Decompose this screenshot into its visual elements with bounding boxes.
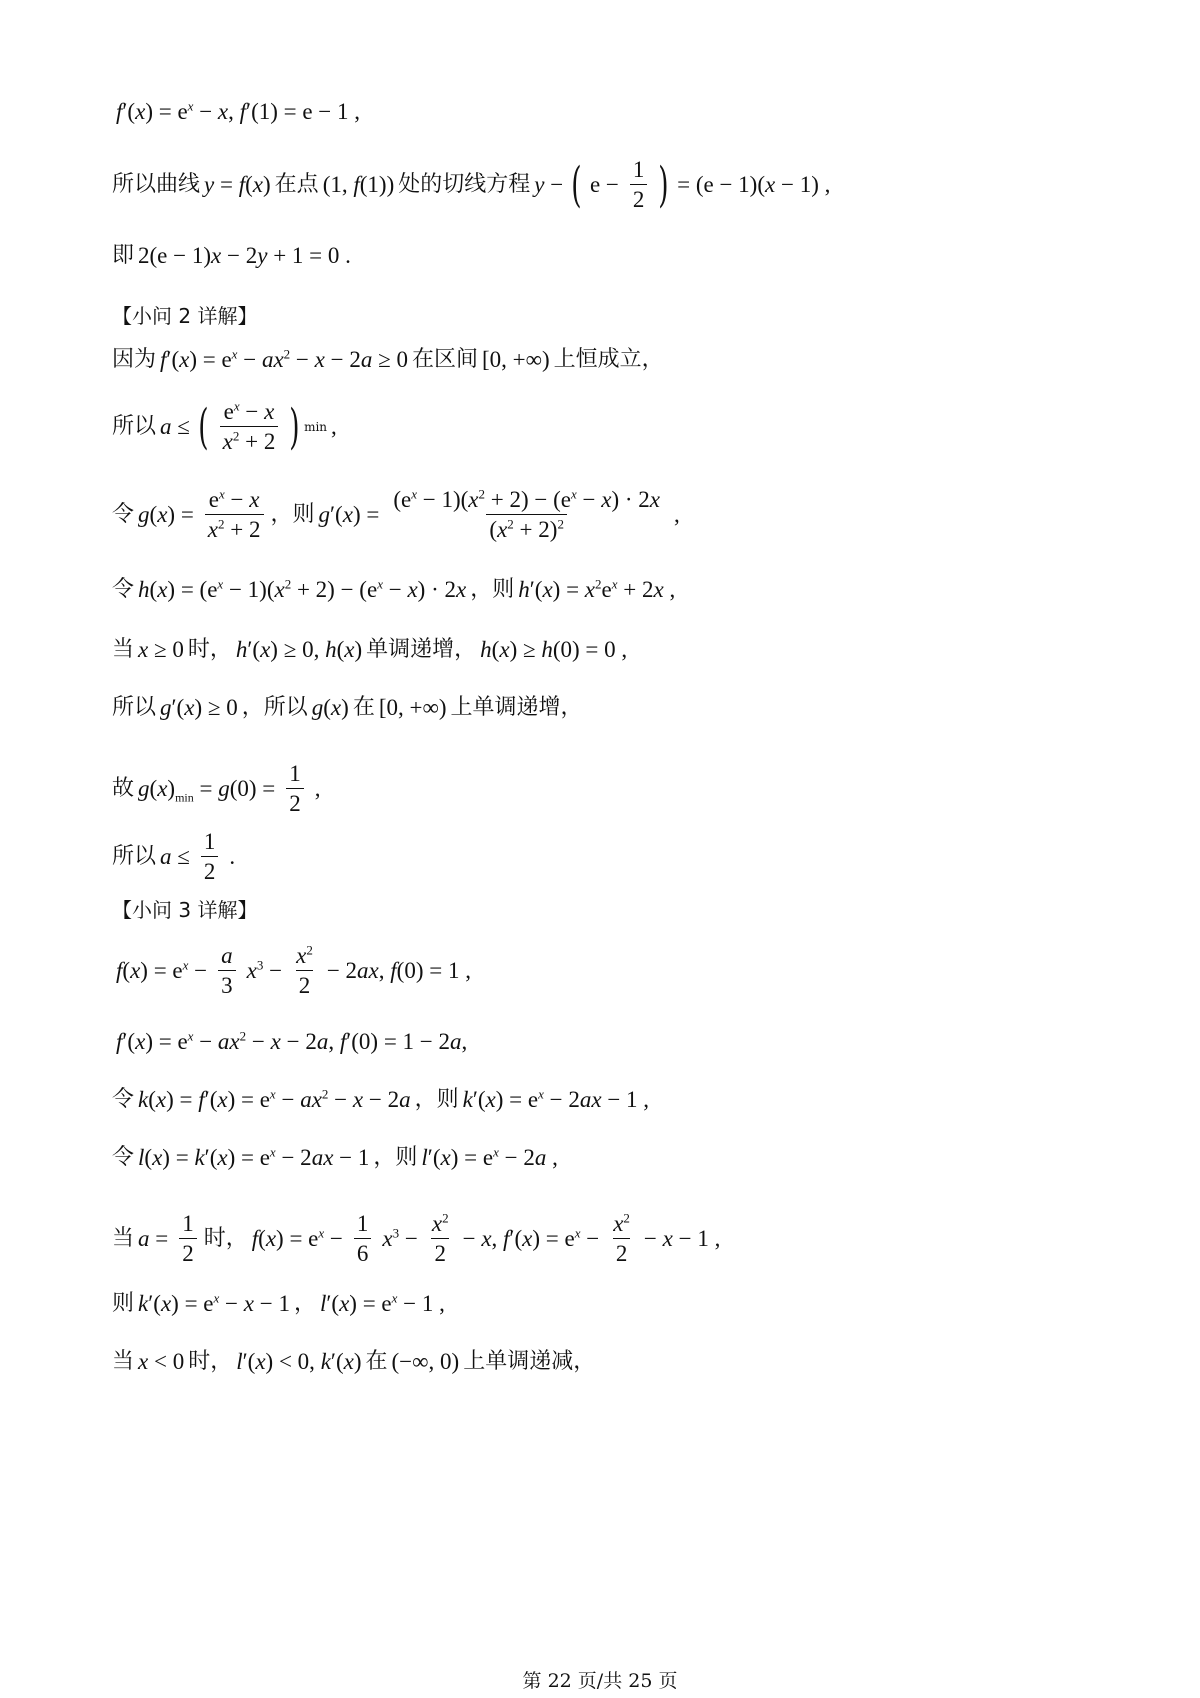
line-12: $f(x) = e^x$ − $\frac{a}{3}$ $x^3$ − $\frac{x^2}{2}$ − 2ax, f(0) = 1 , xyxy=(116,942,471,998)
line-7: 令 $h(x) = (e^x - 1)(x^2 + 2) - (e^x - x) \cdot 2x$ ，则 $h'(x) = x^2e^x + 2x$ , xyxy=(112,576,676,602)
section-header-2: 【小问 2 详解】 xyxy=(112,304,258,328)
line-16: 当 a = $\frac{1}{2}$ 时， $f(x) = e^x$ − $\frac{1}{6}$ $x^3$ − $\frac{x^2}{2}$ − x, $f'(x) = e^x$ − $\frac{x^2}{2}$ − x − 1 , xyxy=(112,1210,721,1266)
line-17-text-b: ， xyxy=(293,1290,316,1316)
line-3: 即 2(e − 1)x − 2y + 1 = 0 . xyxy=(112,242,351,268)
line-15: 令 $l(x) = k'(x) = e^x - 2ax - 1$ ，则 $l'(x) = e^x - 2a$ , xyxy=(112,1144,558,1170)
line-15-text-b: ，则 xyxy=(373,1144,418,1170)
line-8: 当 x ≥ 0 时， h′(x) ≥ 0, h(x) 单调递增， h(x) ≥ h(0) = 0 , xyxy=(112,636,628,662)
line-6: 令 g(x) = $\frac{e^x - x}{x^2 + 2}$ ，则 g′(x) = $\frac{(e^x - 1)(x^2 + 2) - (e^x - x) \cdot 2x}{(x^2 + 2)^2}$ , xyxy=(112,486,680,542)
line-9-text-c: 在 xyxy=(352,694,375,720)
line-10: 故 $g(x)_{min} = g(0)$ = $\frac{1}{2}$ , xyxy=(112,761,321,816)
line-2-text-a: 所以曲线 xyxy=(112,171,201,197)
line-7-text-a: 令 xyxy=(112,576,135,602)
line-16-text-b: 时， xyxy=(203,1225,248,1251)
line-1: $f'(x) = e^x - x$, f′(1) = e − 1 , xyxy=(116,98,361,124)
line-15-text-a: 令 xyxy=(112,1144,135,1170)
line-2-text-b: 在点 xyxy=(274,171,319,197)
line-17-text-a: 则 xyxy=(112,1290,135,1316)
line-18: 当 x < 0 时， l′(x) < 0, k′(x) 在 (−∞, 0) 上单调递减， xyxy=(112,1348,596,1374)
page-footer: 第 22 页/共 25 页 xyxy=(522,1670,678,1692)
line-11-text: 所以 xyxy=(112,843,157,869)
line-9: 所以 g′(x) ≥ 0 ，所以 g(x) 在 [0, +∞) 上单调递增， xyxy=(112,694,583,720)
line-18-text-b: 时， xyxy=(188,1348,233,1374)
line-18-text-d: 上单调递减， xyxy=(463,1348,596,1374)
line-18-text-c: 在 xyxy=(365,1348,388,1374)
line-3-text: 即 xyxy=(112,242,135,268)
line-7-text-b: ，则 xyxy=(470,576,515,602)
line-9-text-a: 所以 xyxy=(112,694,157,720)
line-16-text-a: 当 xyxy=(112,1225,135,1251)
line-5: 所以 a ≤ ( $\frac{e^x - x}{x^2 + 2}$ ) min , xyxy=(112,398,337,455)
line-10-text: 故 xyxy=(112,775,135,801)
line-17: 则 $k'(x) = e^x - x - 1$ ， $l'(x) = e^x - 1$ , xyxy=(112,1290,445,1316)
line-6-text-b: ，则 xyxy=(270,501,315,527)
line-6-text-a: 令 xyxy=(112,501,135,527)
line-2-text-c: 处的切线方程 xyxy=(398,171,531,197)
line-9-text-d: 上单调递增， xyxy=(450,694,583,720)
line-2: 所以曲线 y = f(x) 在点 (1, f(1)) 处的切线方程 y − ( e − $\frac{1}{2}$ ) = (e − 1)(x − 1) , xyxy=(112,156,831,213)
line-14: 令 $k(x) = f'(x) = e^x - ax^2 - x - 2a$ ，则 $k'(x) = e^x - 2ax - 1$ , xyxy=(112,1086,650,1112)
line-4-text-b: 在区间 xyxy=(411,346,478,372)
line-4-text-a: 因为 xyxy=(112,346,157,372)
section-header-3: 【小问 3 详解】 xyxy=(112,898,258,922)
line-4-text-c: 上恒成立， xyxy=(553,346,664,372)
line-11: 所以 a ≤ $\frac{1}{2}$ . xyxy=(112,829,236,884)
line-8-text-b: 时， xyxy=(187,636,232,662)
line-14-text-b: ，则 xyxy=(414,1086,459,1112)
line-14-text-a: 令 xyxy=(112,1086,135,1112)
line-4: 因为 $f'(x) = e^x - ax^2 - x - 2a \ge 0$ 在区间 [0, +∞) 上恒成立， xyxy=(112,346,664,372)
line-13: $f'(x) = e^x - ax^2 - x - 2a$, f′(0) = 1 − 2a, xyxy=(116,1028,468,1054)
line-5-text: 所以 xyxy=(112,413,157,439)
line-18-text-a: 当 xyxy=(112,1348,135,1374)
line-8-text-c: 单调递增， xyxy=(366,636,477,662)
line-8-text-a: 当 xyxy=(112,636,135,662)
line-9-text-b: ，所以 xyxy=(241,694,308,720)
